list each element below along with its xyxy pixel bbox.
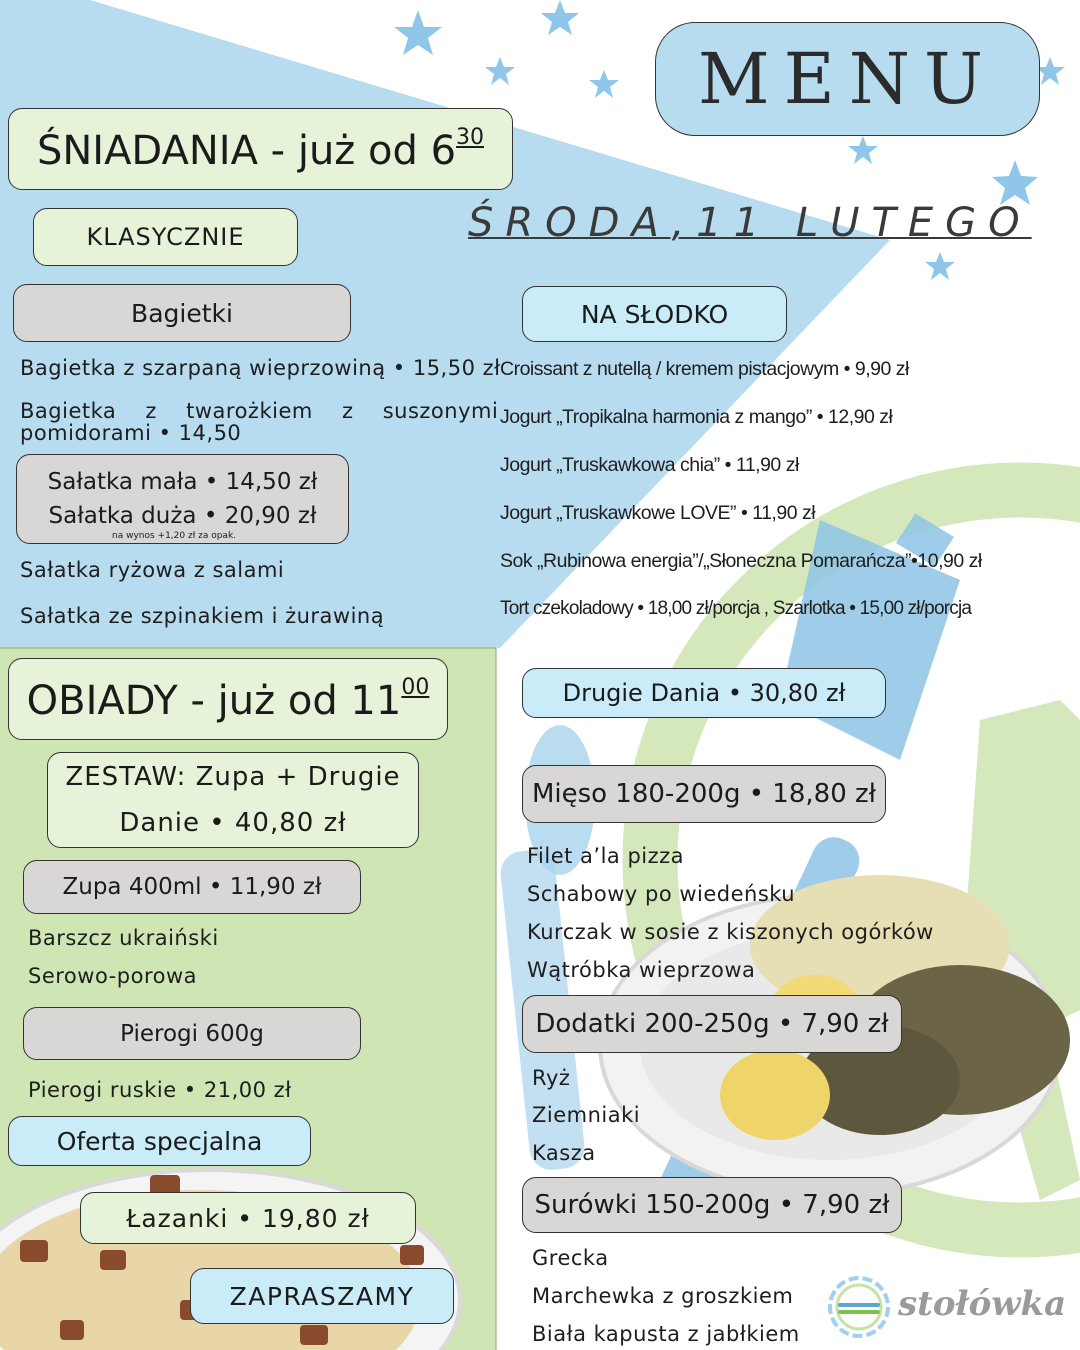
mains-label: Drugie Dania • 30,80 zł (562, 679, 846, 707)
breakfast-title-wrap (37, 125, 484, 174)
salad-rice: Sałatka ryżowa z salami (20, 558, 285, 582)
lunch-title: OBIADY - już od 11 (26, 677, 402, 724)
baguette-item-2-line2: pomidorami • 14,50 (20, 421, 242, 445)
salad-large: Sałatka duża • 20,90 zł (48, 503, 317, 529)
salad-note: na wynos +1,20 zł za opak. (112, 531, 237, 541)
invite-box (190, 1268, 454, 1324)
salad-price-box (16, 454, 349, 544)
pierogi-label-box (23, 1007, 361, 1060)
classic-label-box (33, 208, 298, 266)
special-item: Łazanki • 19,80 zł (126, 1203, 370, 1233)
soup-label: Zupa 400ml • 11,90 zł (62, 874, 322, 900)
soup-item-2: Serowo-porowa (28, 964, 198, 988)
sweet-item-4: Jogurt „Truskawkowe LOVE” • 11,90 zł (500, 502, 816, 524)
pierogi-label: Pierogi 600g (120, 1020, 264, 1047)
baguette-item-2-line1: Bagietka z twarożkiem z suszonymi (20, 399, 499, 423)
set-line-2: Danie • 40,80 zł (119, 808, 347, 838)
sweet-label: NA SŁODKO (580, 299, 729, 329)
salad-spinach: Sałatka ze szpinakiem i żurawiną (20, 604, 385, 628)
sides-item-1: Ryż (532, 1066, 571, 1090)
lunch-title-wrap (27, 675, 430, 724)
breakfast-time-sup: 30 (456, 124, 485, 150)
salads-label-box (522, 1177, 902, 1233)
special-item-box (80, 1192, 416, 1244)
lunch-time-sup: 00 (401, 674, 430, 700)
baguettes-label: Bagietki (131, 298, 233, 328)
stolowka-logo (826, 1274, 1076, 1340)
logo-text: stołówka (898, 1284, 1067, 1324)
special-label-box (8, 1116, 311, 1166)
soup-label-box (23, 860, 361, 914)
sides-item-3: Kasza (532, 1141, 596, 1165)
meat-label: Mięso 180-200g • 18,80 zł (531, 779, 877, 809)
sides-label-box (522, 995, 902, 1053)
salads-item-2: Marchewka z groszkiem (532, 1284, 794, 1308)
classic-label: KLASYCZNIE (86, 223, 245, 251)
sweet-item-2: Jogurt „Tropikalna harmonia z mango” • 12,90 zł (500, 406, 893, 428)
sweet-item-6: Tort czekoladowy • 18,00 zł/porcja , Szarlotka • 15,00 zł/porcja (500, 598, 972, 619)
set-line-1: ZESTAW: Zupa + Drugie (65, 762, 401, 792)
baguette-item-1: Bagietka z szarpaną wieprzowiną • 15,50 zł (20, 356, 501, 380)
sides-item-2: Ziemniaki (532, 1103, 641, 1127)
sides-label: Dodatki 200-250g • 7,90 zł (535, 1009, 889, 1039)
menu-title: MENU (697, 38, 998, 120)
plate-fork-icon (826, 1274, 892, 1340)
salad-small: Sałatka mała • 14,50 zł (47, 469, 318, 495)
invite-text: ZAPRASZAMY (229, 1281, 415, 1311)
meat-item-2: Schabowy po wiedeńsku (527, 882, 796, 906)
soup-item-1: Barszcz ukraiński (28, 926, 219, 950)
baguettes-label-box (13, 284, 351, 342)
sweet-item-1: Croissant z nutellą / kremem pistacjowym • 9,90 zł (500, 358, 909, 380)
salads-item-1: Grecka (532, 1246, 609, 1270)
date-heading: ŚRODA,11 LUTEGO (468, 200, 1032, 246)
set-box (47, 752, 419, 848)
sweet-item-5: Sok „Rubinowa energia”/„Słoneczna Pomarańcza”•10,90 zł (500, 550, 982, 572)
salads-item-3: Biała kapusta z jabłkiem (532, 1322, 800, 1346)
breakfast-title-box (8, 108, 513, 190)
pierogi-item: Pierogi ruskie • 21,00 zł (28, 1078, 292, 1102)
special-label: Oferta specjalna (56, 1126, 263, 1156)
salads-label: Surówki 150-200g • 7,90 zł (534, 1190, 890, 1220)
breakfast-title: ŚNIADANIA - już od 6 (36, 127, 457, 174)
mains-label-box (522, 668, 886, 718)
meat-label-box (522, 765, 886, 823)
menu-title-box (655, 22, 1040, 136)
lunch-title-box (8, 658, 448, 740)
sweet-item-3: Jogurt „Truskawkowa chia” • 11,90 zł (500, 454, 799, 476)
meat-item-3: Kurczak w sosie z kiszonych ogórków (527, 920, 934, 944)
sweet-label-box (522, 286, 787, 342)
meat-item-4: Wątróbka wieprzowa (527, 958, 756, 982)
meat-item-1: Filet a’la pizza (527, 844, 685, 868)
